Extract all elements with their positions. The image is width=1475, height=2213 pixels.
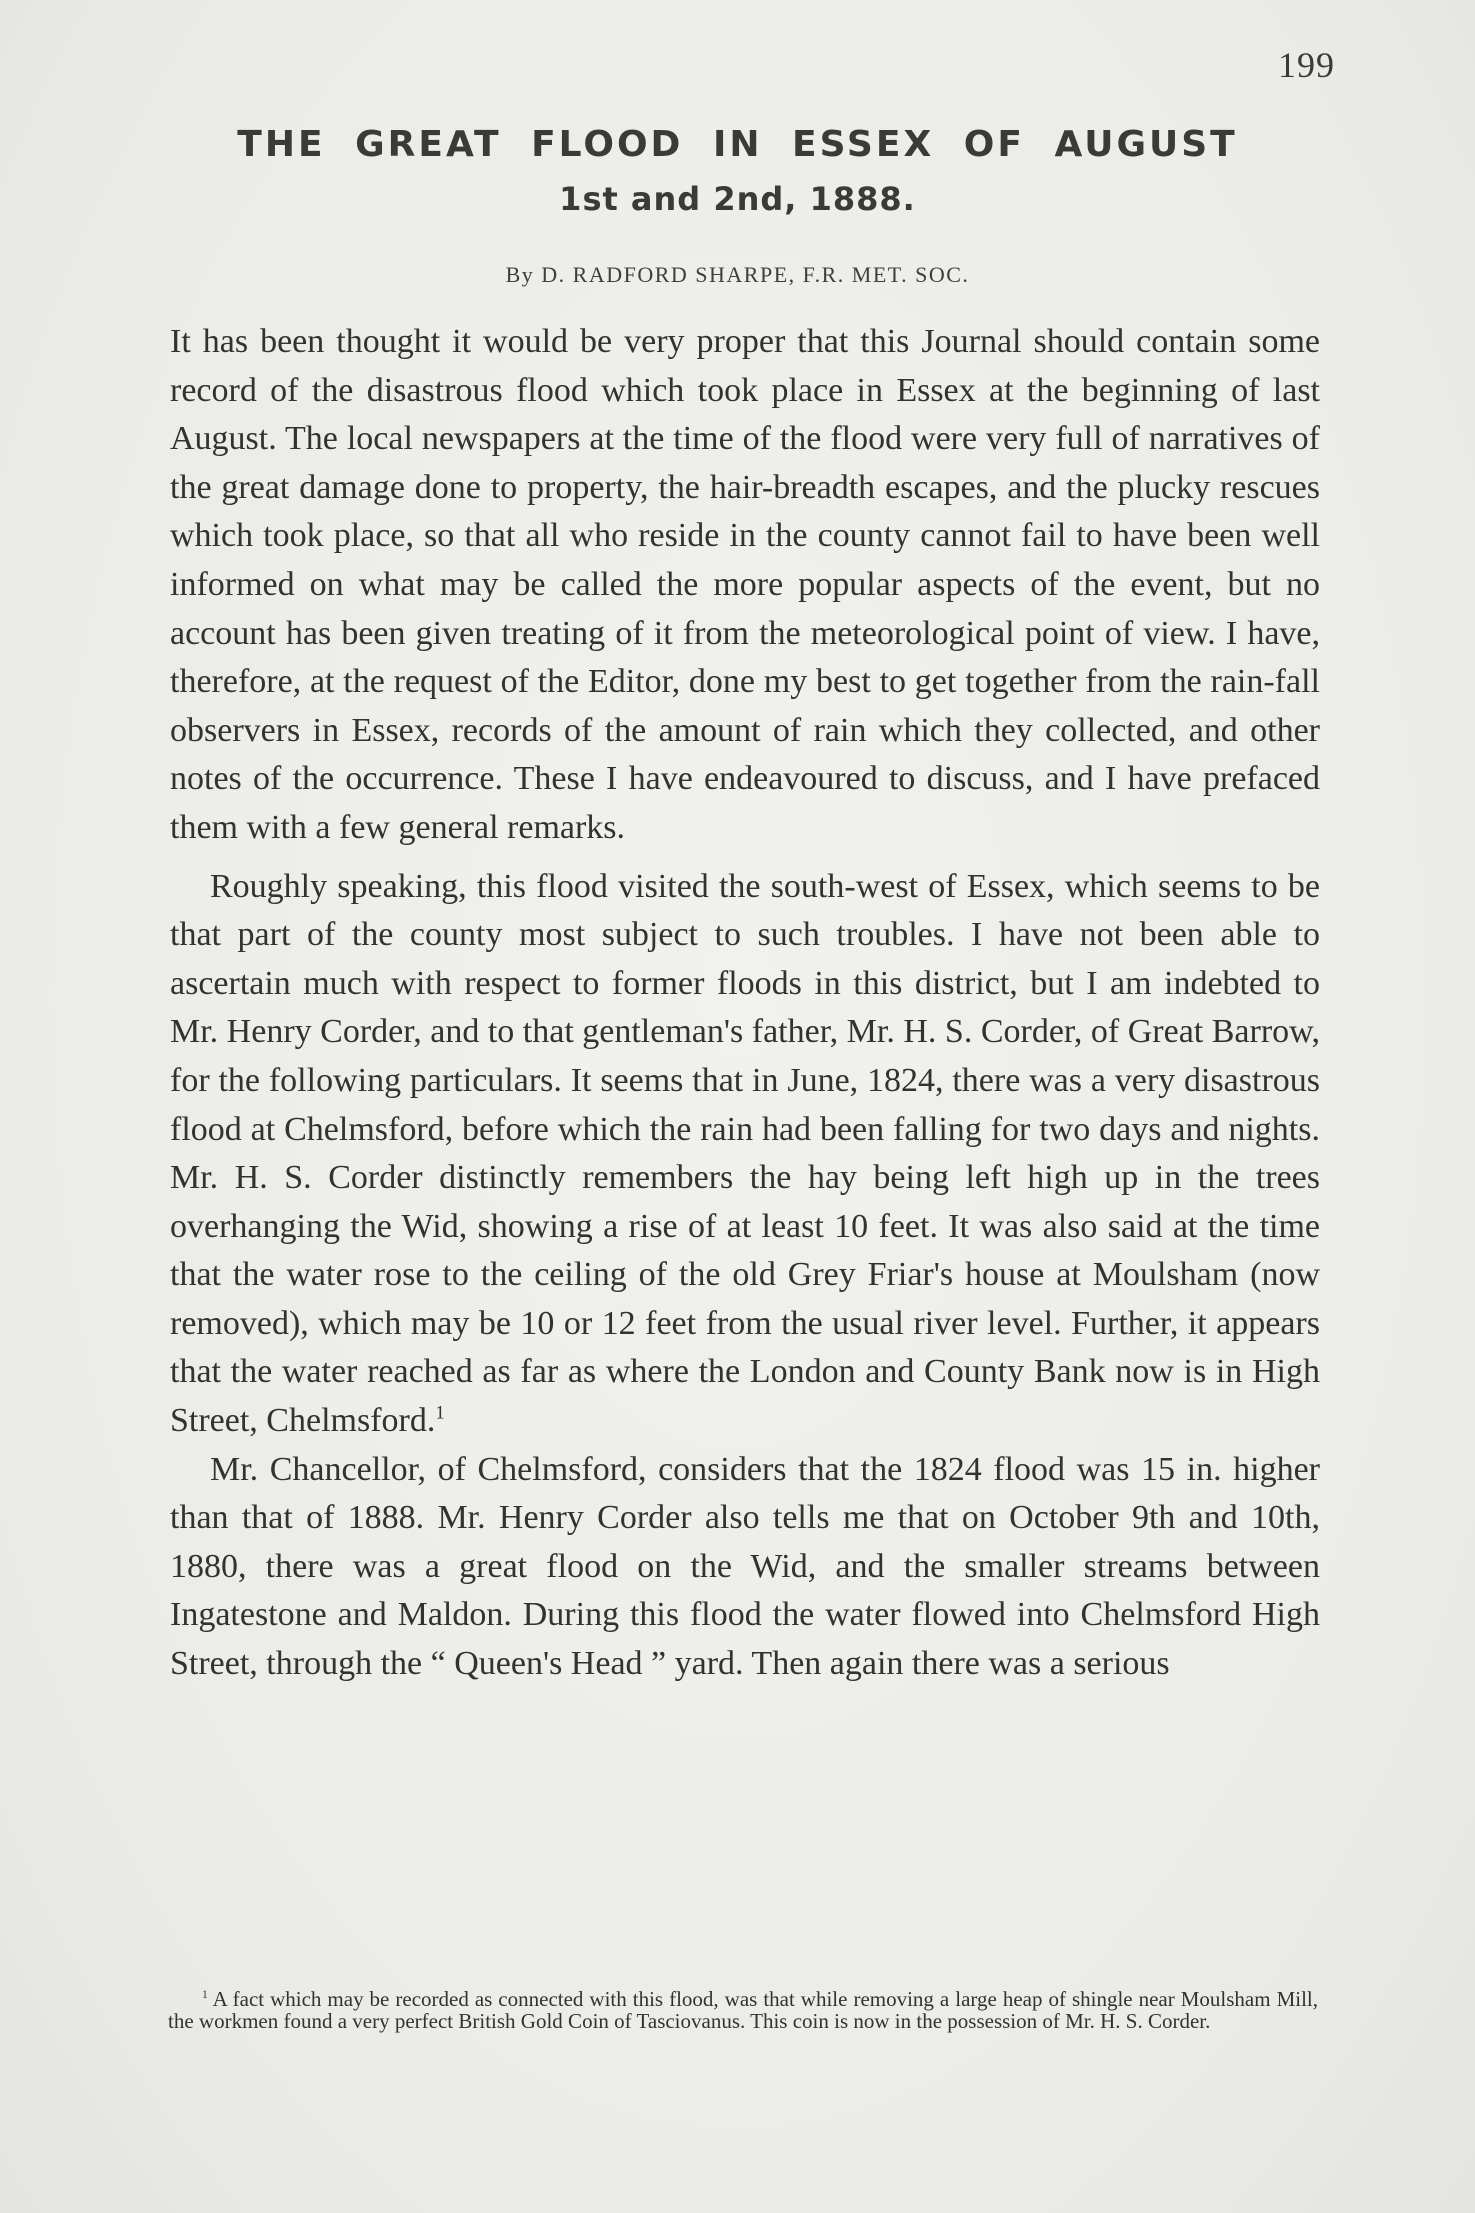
paragraph-intro: It has been thought it would be very proper that this Journal should contain some record of the disastrous flood which took place in Essex at the beginning of last August. The local newspapers at the time of the flood were very full of narratives of the great damage done to property, the hair-breadth escapes, and the plucky rescues which took place, so that all who reside in the county cannot fail to have been well informed on what may be called the more popular aspects of the event, but no account has been given treating of it from the meteorological point of view. I have, therefore, at the request of the Editor, done my best to get together from the rain-fall observers in Essex, records of the amount of rain which they collected, and other notes of the occurrence. These I have endeavoured to discuss, and I have prefaced them with a few general remarks. <box>170 323 1320 846</box>
article-body <box>170 318 1320 1689</box>
footnote-paragraph <box>168 1988 1318 2032</box>
paragraph-history <box>170 863 1320 1446</box>
paragraph-chancellor: Mr. Chancellor, of Chelmsford, considers that the 1824 flood was 15 in. higher than that of 1888. Mr. Henry Corder also tells me that on October 9th and 10th, 1880, there was a great flood on the Wid, and the smaller streams between Ingatestone and Maldon. During this flood the water flowed into Chelmsford High Street, through the “ Queen's Head ” yard. Then again there was a serious <box>170 1450 1320 1683</box>
footnote <box>168 1988 1318 2032</box>
footnote-reference: 1 <box>435 1402 445 1424</box>
author-byline: By D. RADFORD SHARPE, F.R. MET. SOC. <box>505 262 970 287</box>
article-subtitle: 1st and 2nd, 1888. <box>559 180 916 218</box>
page-number: 199 <box>1278 45 1335 85</box>
article-title: THE GREAT FLOOD IN ESSEX OF AUGUST <box>237 124 1238 165</box>
footnote-text: A fact which may be recorded as connected with this flood, was that while removing a large heap of shingle near Moulsham Mill, the workmen found a very perfect British Gold Coin of Tasciovanus. This coin is now in the possession of Mr. H. S. Corder. <box>168 1987 1318 2033</box>
footnote-mark: 1 <box>202 1989 208 2001</box>
paragraph-history-text: Roughly speaking, this flood visited the south-west of Essex, which seems to be that part of the county most subject to such troubles. I have not been able to ascertain much with respect to former floods in this district, but I am indebted to Mr. Henry Corder, and to that gentleman's father, Mr. H. S. Corder, of Great Barrow, for the following particulars. It seems that in June, 1824, there was a very disastrous flood at Chelmsford, before which the rain had been falling for two days and nights. Mr. H. S. Corder distinctly remembers the hay being left high up in the trees overhanging the Wid, showing a rise of at least 10 feet. It was also said at the time that the water rose to the ceiling of the old Grey Friar's house at Moulsham (now removed), which may be 10 or 12 feet from the usual river level. Further, it appears that the water reached as far as where the London and County Bank now is in High Street, Chelmsford. <box>170 867 1320 1440</box>
